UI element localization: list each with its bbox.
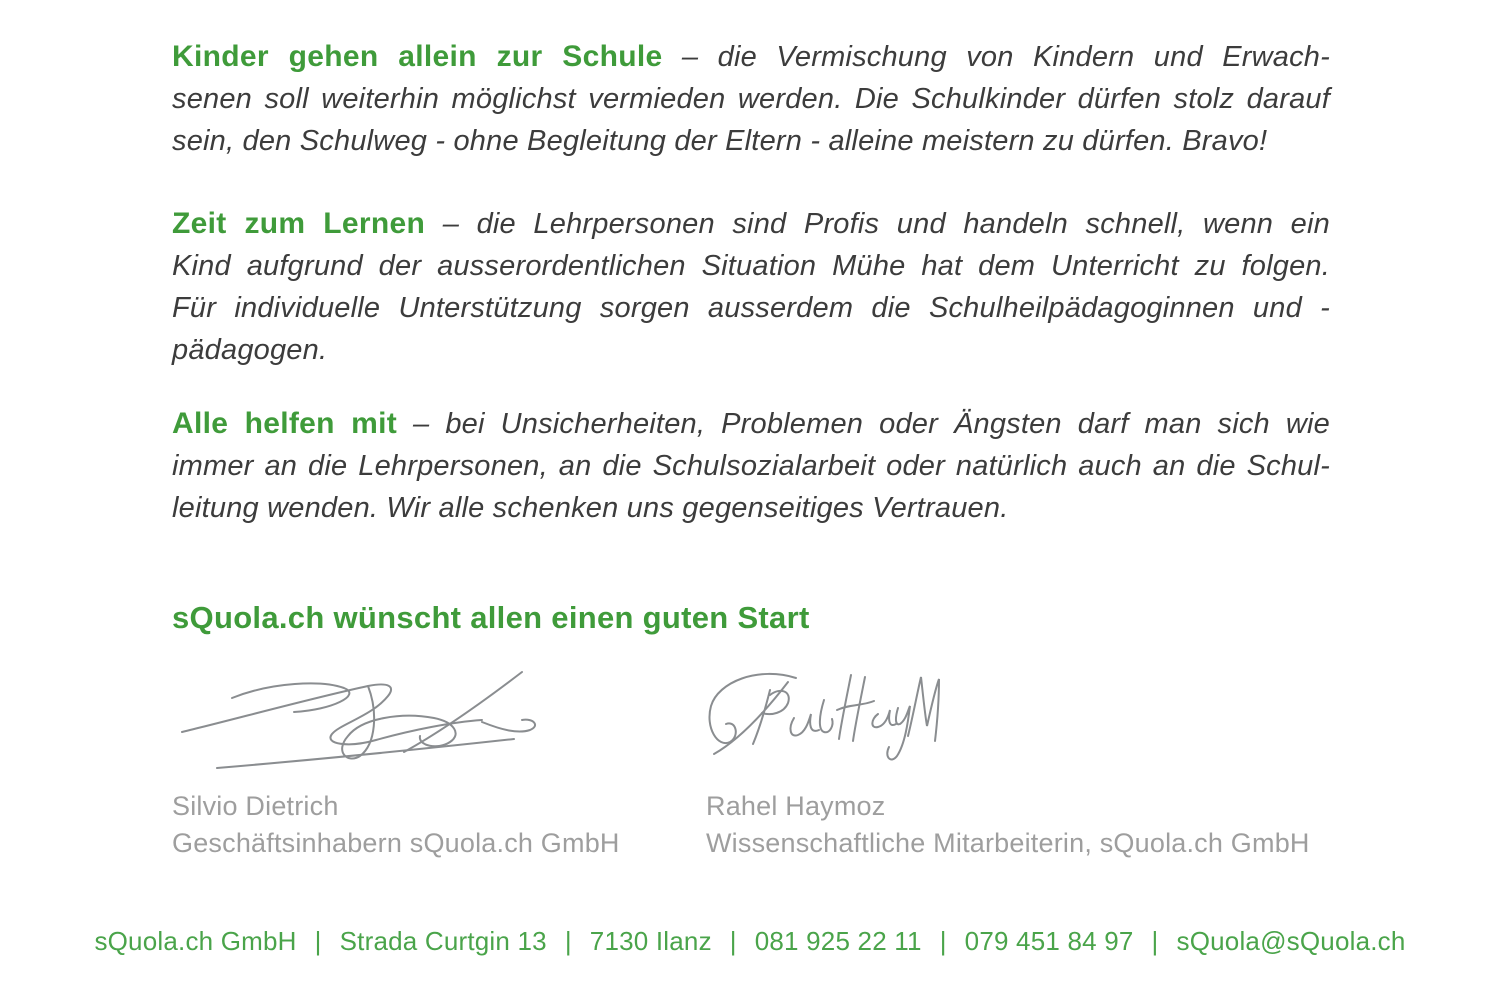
paragraph-line: sein, den Schulweg - ohne Begleitung der Eltern - alleine meistern zu dürfen. Bravo! xyxy=(172,125,1268,157)
signer-name: Rahel Haymoz xyxy=(706,791,886,821)
signature-rahel-haymoz xyxy=(698,662,948,775)
paragraph-line: Für individuelle Unterstützung sorgen ausserdem die Schulheilpädagoginnen und - xyxy=(172,292,1330,324)
signature-rahel-haymoz-image xyxy=(698,662,948,770)
paragraph-line xyxy=(172,403,1330,445)
signer-title: Wissenschaftliche Mitarbeiterin, sQuola.ch GmbH xyxy=(706,828,1310,858)
signer-title: Geschäftsinhabern sQuola.ch GmbH xyxy=(172,828,620,858)
paragraph-line-text: – bei Unsicherheiten, Problemen oder Ängsten darf man sich wie xyxy=(413,408,1330,440)
paragraph-alle-helfen-mit xyxy=(172,403,1330,529)
footer-phone-2: 079 451 84 97 xyxy=(964,926,1134,956)
footer-separator: | xyxy=(1151,926,1159,956)
paragraph-line-text: – die Lehrpersonen sind Profis und handeln schnell, wenn ein xyxy=(442,208,1330,240)
footer-email[interactable]: sQuola@sQuola.ch xyxy=(1176,926,1406,956)
paragraph-lead: Kinder gehen allein zur Schule xyxy=(172,40,663,73)
footer-separator: | xyxy=(314,926,322,956)
paragraph-line-text: – die Vermischung von Kindern und Erwach- xyxy=(681,41,1330,73)
footer-company: sQuola.ch GmbH xyxy=(94,926,297,956)
paragraph-zeit-zum-lernen xyxy=(172,203,1330,371)
footer-phone-1: 081 925 22 11 xyxy=(754,926,922,956)
footer-city: 7130 Ilanz xyxy=(589,926,712,956)
paragraph-line xyxy=(172,36,1330,78)
closing-heading: sQuola.ch wünscht allen einen guten Start xyxy=(172,600,810,635)
paragraph-line: senen soll weiterhin möglichst vermieden werden. Die Schulkinder dürfen stolz darauf xyxy=(172,83,1330,115)
footer-separator: | xyxy=(939,926,947,956)
signature-silvio-dietrich-image xyxy=(172,660,552,778)
paragraph-line: leitung wenden. Wir alle schenken uns gegenseitiges Vertrauen. xyxy=(172,492,1009,524)
signature-silvio-dietrich xyxy=(172,660,552,783)
footer-separator: | xyxy=(729,926,737,956)
footer-street: Strada Curtgin 13 xyxy=(339,926,547,956)
paragraph-lead: Alle helfen mit xyxy=(172,407,397,440)
signer-name: Silvio Dietrich xyxy=(172,791,339,821)
signer-block-rahel-haymoz xyxy=(706,788,1310,862)
footer-separator: | xyxy=(564,926,572,956)
paragraph-kinder-gehen-allein xyxy=(172,36,1330,162)
footer-contact-line xyxy=(0,926,1500,957)
paragraph-line xyxy=(172,203,1330,245)
paragraph-line: immer an die Lehrpersonen, an die Schulsozialarbeit oder natürlich auch an die Schul- xyxy=(172,450,1330,482)
paragraph-line: pädagogen. xyxy=(172,334,328,366)
signer-block-silvio-dietrich xyxy=(172,788,620,862)
paragraph-line: Kind aufgrund der ausserordentlichen Situation Mühe hat dem Unterricht zu folgen. xyxy=(172,250,1330,282)
paragraph-lead: Zeit zum Lernen xyxy=(172,207,426,240)
